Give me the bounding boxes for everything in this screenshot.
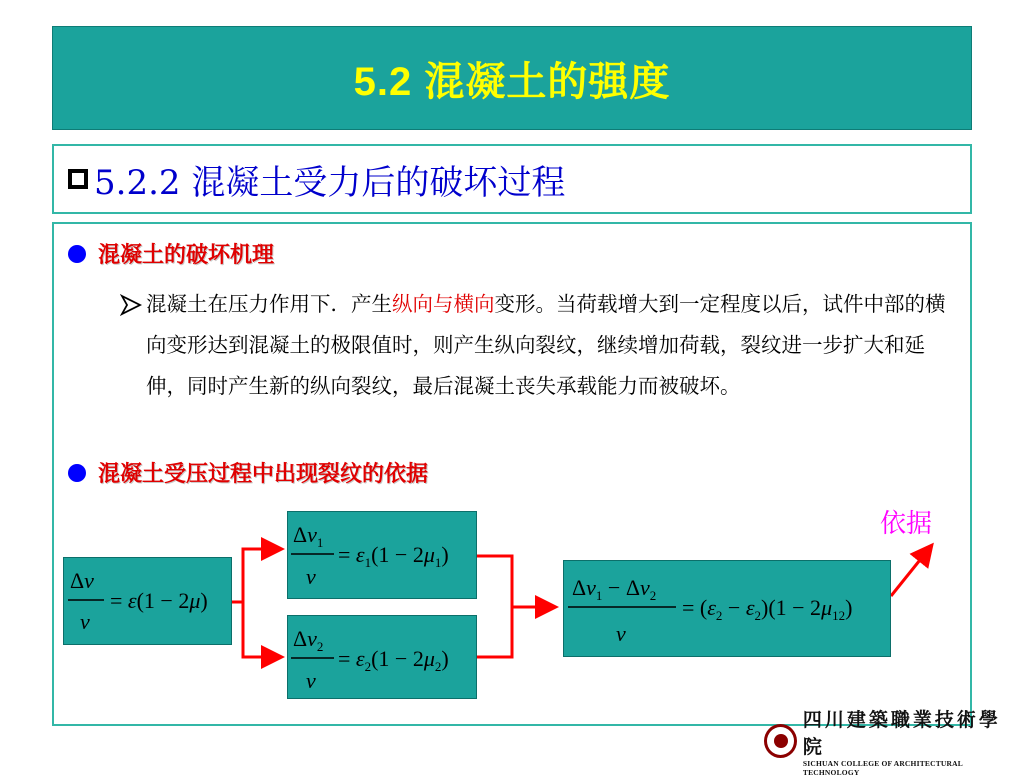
basis-label: 依据	[880, 509, 933, 539]
title-bar	[52, 26, 972, 130]
heading-1-text: 混凝土的破坏机理	[98, 242, 275, 268]
mechanism-text	[120, 284, 950, 407]
formula-box-difference	[563, 560, 891, 657]
blue-dot-icon	[68, 245, 86, 263]
school-logo	[764, 709, 1014, 777]
svg-text:Δv1: $\Delta v_1$	[293, 522, 324, 550]
svg-text:v: v	[616, 621, 626, 646]
slide-title: 5.2 混凝土的强度	[353, 59, 671, 104]
svg-text:= ε(1 − 2μ): = ε(1 − 2μ)	[110, 588, 208, 613]
svg-text:Δv2: $\Delta v_2$	[293, 626, 324, 654]
svg-text:= ε2(1 − 2μ2): = $\varepsilon_2(1 - 2\mu_2)$	[338, 646, 449, 674]
svg-text:v: v	[306, 564, 316, 589]
svg-text:= ε1(1 − 2μ1): = $\varepsilon_1(1 - 2\mu_1)$	[338, 542, 449, 570]
blue-dot-icon	[68, 464, 86, 482]
svg-text:v: v	[80, 609, 90, 634]
school-name	[803, 705, 1014, 777]
subtitle-box	[52, 144, 972, 214]
hollow-square-icon	[68, 169, 88, 189]
svg-text:v: v	[306, 668, 316, 693]
svg-text:= (ε2 − ε2)(1 − 2μ12): = $(\varepsilon_2 - \varepsilon_2)(1 - 2\mu_{12})$	[682, 595, 853, 623]
school-name-cn: 四川建築職業技術學院	[802, 709, 1001, 758]
svg-text:Δv1 − Δv2: $\Delta v_1 - \Delta v_2$	[572, 575, 657, 603]
para-text-1: 混凝土在压力作用下．产生	[146, 292, 392, 316]
heading-2	[68, 457, 428, 488]
formula-box-1	[287, 511, 477, 599]
heading-1	[68, 238, 274, 269]
arrowhead-bullet-icon	[120, 284, 142, 330]
formula-box-2	[287, 615, 477, 699]
para-text-2: 变形。当荷载增大到一定程度以后，试件中部的横向变形达到混凝土的极限值时，则产生纵向裂纹，继续增加荷载，裂纹进一步扩大和延伸，同时产生新的纵向裂纹，最后混凝土丧失承载能力而被破坏。	[146, 292, 946, 398]
heading-2-text: 混凝土受压过程中出现裂纹的依据	[98, 461, 429, 487]
school-seal-icon	[764, 724, 797, 758]
formula-box-total	[63, 557, 232, 645]
svg-text:Δv: Δv	[70, 568, 94, 593]
school-name-en: SICHUAN COLLEGE OF ARCHITECTURAL TECHNOLOGY	[802, 759, 963, 777]
para-text-highlight: 纵向与横向	[392, 292, 495, 316]
slide-subtitle: 5.2.2 混凝土受力后的破坏过程	[94, 162, 566, 203]
mechanism-paragraph	[120, 284, 950, 407]
